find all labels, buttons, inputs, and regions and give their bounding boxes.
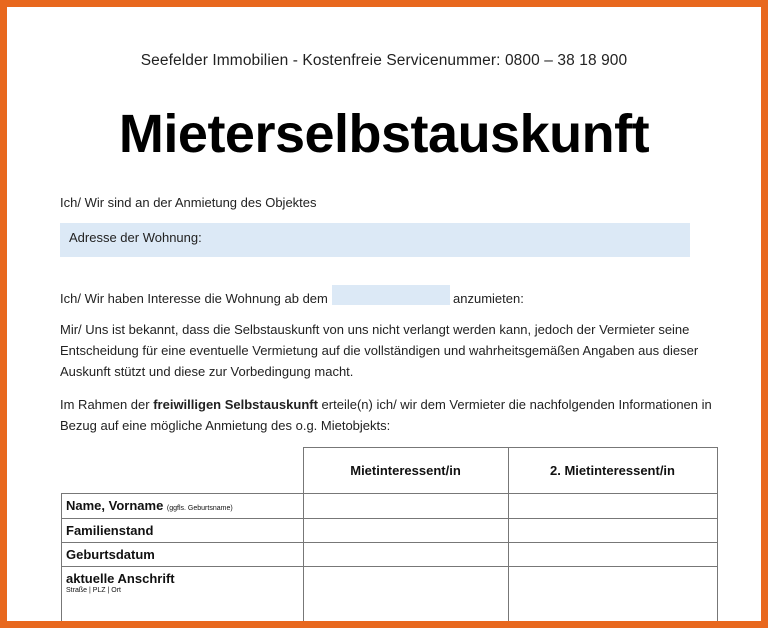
column-header-applicant-2: 2. Mietinteressent/in <box>508 448 717 494</box>
interest-text-end: anzumieten: <box>453 291 524 306</box>
document-page <box>7 7 761 621</box>
address-field-label: Adresse der Wohnung: <box>69 230 202 245</box>
address-field[interactable] <box>60 223 690 257</box>
birth-date-applicant-1-cell[interactable] <box>303 543 508 567</box>
name-applicant-1-cell[interactable] <box>303 494 508 519</box>
row-label-current-address <box>62 567 304 622</box>
table-row <box>62 494 718 519</box>
company-header: Seefelder Immobilien - Kostenfreie Servicenummer: 0800 – 38 18 900 <box>140 52 628 69</box>
frame-text-bold: freiwilligen Selbstauskunft <box>153 397 318 412</box>
table-row <box>62 567 718 622</box>
row-label-address-text: aktuelle Anschrift <box>66 571 175 586</box>
row-label-address-note: Straße | PLZ | Ort <box>66 587 121 594</box>
family-status-applicant-1-cell[interactable] <box>303 519 508 543</box>
address-applicant-1-cell[interactable] <box>303 567 508 622</box>
name-applicant-2-cell[interactable] <box>508 494 717 519</box>
interest-text-start: Ich/ Wir haben Interesse die Wohnung ab dem <box>60 291 328 306</box>
row-label-name-note: (ggfls. Geburtsname) <box>166 505 233 512</box>
birth-date-applicant-2-cell[interactable] <box>508 543 717 567</box>
address-applicant-2-cell[interactable] <box>508 567 717 622</box>
frame-text-end: erteile(n) ich/ wir dem Vermieter die nachfolgenden Informationen in <box>321 397 712 412</box>
notice-line-2: Entscheidung für eine eventuelle Vermietung auf die vollständigen und wahrheitsgemäßen Angaben aus dieser <box>60 343 699 358</box>
intro-text: Ich/ Wir sind an der Anmietung des Objektes <box>60 195 317 210</box>
table-row <box>62 519 718 543</box>
family-status-applicant-2-cell[interactable] <box>508 519 717 543</box>
frame-text-start: Im Rahmen der <box>60 397 150 412</box>
table-row <box>62 543 718 567</box>
applicant-table <box>61 447 718 621</box>
row-label-birth-date: Geburtsdatum <box>62 543 304 567</box>
notice-line-3: Auskunft stützt und diese zur Vorbedingung macht. <box>60 364 354 379</box>
frame-paragraph-line-1 <box>60 394 712 415</box>
document-title: Mieterselbstauskunft <box>118 104 650 164</box>
notice-line-1: Mir/ Uns ist bekannt, dass die Selbstauskunft von uns nicht verlangt werden kann, jedoch der Vermieter seine <box>60 322 690 337</box>
row-label-name-text: Name, Vorname <box>66 498 164 513</box>
frame-paragraph-line-2: Bezug auf eine mögliche Anmietung des o.g. Mietobjekts: <box>60 418 391 433</box>
start-date-field[interactable] <box>332 285 450 305</box>
row-label-name <box>62 494 304 519</box>
row-label-family-status: Familienstand <box>62 519 304 543</box>
column-header-applicant-1: Mietinteressent/in <box>303 448 508 494</box>
table-header-row <box>62 448 718 494</box>
table-corner-cell <box>62 448 304 494</box>
